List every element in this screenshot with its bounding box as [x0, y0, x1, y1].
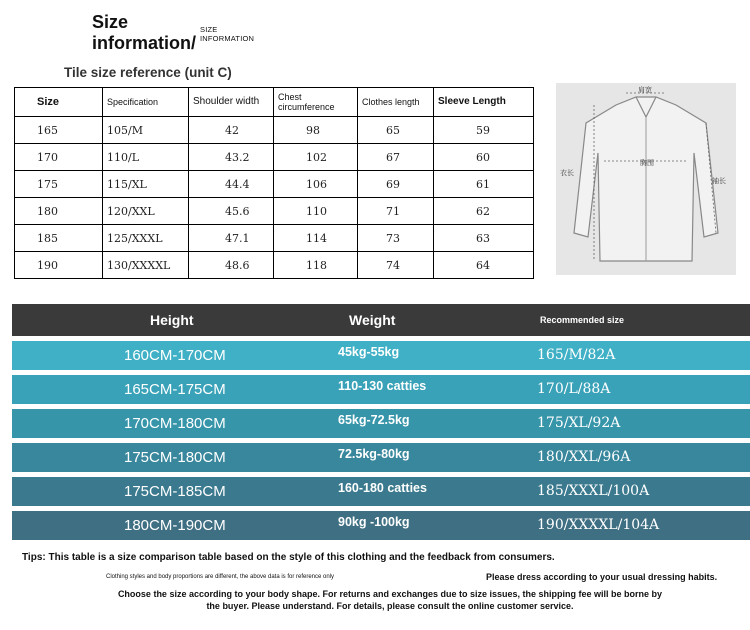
row-size: 165/M/82A	[537, 347, 616, 363]
row-height: 180CM-190CM	[124, 517, 226, 534]
table-row	[15, 117, 534, 144]
cell-sleeve: 63	[434, 225, 534, 252]
col-sleeve: Sleeve Length	[434, 88, 534, 117]
header-weight: Weight	[349, 312, 396, 328]
cell-chest: 106	[274, 171, 358, 198]
title-small-1: SIZE	[200, 25, 218, 34]
row-size: 180/XXL/96A	[537, 449, 631, 465]
table-subtitle: Tile size reference (unit C)	[64, 65, 232, 80]
cell-specification: 115/XL	[103, 171, 189, 198]
shirt-icon	[556, 83, 736, 275]
col-size: Size	[15, 88, 103, 117]
page-title	[92, 12, 255, 54]
diagram-label-chest: 胸围	[640, 159, 654, 167]
cell-shoulder: 42	[189, 117, 274, 144]
note-line-1: Choose the size according to your body shape. For returns and exchanges due to size issues, the shipping fee will be borne by	[117, 589, 663, 599]
cell-specification: 125/XXXL	[103, 225, 189, 252]
header-recommended-size: Recommended size	[540, 315, 625, 325]
row-weight: 72.5kg-80kg	[338, 447, 410, 461]
table-row	[15, 252, 534, 279]
cell-shoulder: 47.1	[189, 225, 274, 252]
cell-chest: 98	[274, 117, 358, 144]
cell-size: 190	[15, 252, 103, 279]
cell-shoulder: 45.6	[189, 198, 274, 225]
cell-size: 165	[15, 117, 103, 144]
recommendation-row	[12, 409, 750, 438]
diagram-label-shoulder: 肩宽	[638, 86, 652, 94]
cell-sleeve: 64	[434, 252, 534, 279]
cell-chest: 118	[274, 252, 358, 279]
row-weight: 160-180 catties	[338, 481, 427, 495]
col-shoulder: Shoulder width	[189, 88, 274, 117]
diagram-label-length: 衣长	[560, 169, 574, 177]
cell-sleeve: 61	[434, 171, 534, 198]
cell-shoulder: 48.6	[189, 252, 274, 279]
table-row	[15, 225, 534, 252]
header-height: Height	[150, 312, 194, 328]
title-small-2: INFORMATION	[200, 34, 255, 43]
cell-size: 175	[15, 171, 103, 198]
cell-length: 71	[358, 198, 434, 225]
cell-size: 180	[15, 198, 103, 225]
cell-sleeve: 60	[434, 144, 534, 171]
cell-sleeve: 62	[434, 198, 534, 225]
title-line-1: Size	[92, 12, 129, 32]
row-size: 185/XXXL/100A	[537, 483, 650, 499]
row-weight: 110-130 catties	[338, 379, 427, 393]
recommendation-row	[12, 375, 750, 404]
cell-length: 65	[358, 117, 434, 144]
recommendation-row	[12, 341, 750, 370]
size-table-header	[15, 88, 534, 117]
cell-sleeve: 59	[434, 117, 534, 144]
row-weight: 45kg-55kg	[338, 345, 400, 359]
cell-specification: 120/XXL	[103, 198, 189, 225]
cell-chest: 114	[274, 225, 358, 252]
cell-length: 73	[358, 225, 434, 252]
recommendation-row	[12, 477, 750, 506]
col-specification: Specification	[103, 88, 189, 117]
cell-length: 69	[358, 171, 434, 198]
row-height: 160CM-170CM	[124, 347, 226, 364]
cell-chest: 110	[274, 198, 358, 225]
row-size: 175/XL/92A	[537, 415, 621, 431]
note-small: Clothing styles and body proportions are different, the above data is for reference only	[106, 574, 335, 580]
recommendation-row	[12, 511, 750, 540]
cell-size: 185	[15, 225, 103, 252]
title-line-2: information/	[92, 33, 196, 53]
title-small	[200, 25, 254, 43]
shirt-diagram	[556, 83, 736, 275]
cell-size: 170	[15, 144, 103, 171]
row-weight: 65kg-72.5kg	[338, 413, 410, 427]
cell-shoulder: 43.2	[189, 144, 274, 171]
row-height: 170CM-180CM	[124, 415, 226, 432]
col-chest: Chest circumference	[274, 88, 358, 117]
row-height: 165CM-175CM	[124, 381, 226, 398]
cell-shoulder: 44.4	[189, 171, 274, 198]
recommendation-header	[12, 304, 750, 336]
table-row	[15, 198, 534, 225]
note-right: Please dress according to your usual dressing habits.	[486, 572, 718, 582]
cell-length: 67	[358, 144, 434, 171]
cell-length: 74	[358, 252, 434, 279]
diagram-label-sleeve: 袖长	[712, 177, 726, 185]
size-table	[14, 87, 534, 279]
row-height: 175CM-185CM	[124, 483, 226, 500]
row-size: 170/L/88A	[537, 381, 611, 397]
recommendation-table	[12, 304, 750, 540]
row-size: 190/XXXXL/104A	[537, 517, 660, 533]
table-row	[15, 171, 534, 198]
row-weight: 90kg -100kg	[338, 515, 410, 529]
recommendation-row	[12, 443, 750, 472]
tips-text: Tips: This table is a size comparison table based on the style of this clothing and the feedback from consumers.	[22, 552, 555, 563]
cell-specification: 130/XXXXL	[103, 252, 189, 279]
cell-chest: 102	[274, 144, 358, 171]
col-length: Clothes length	[358, 88, 434, 117]
note-line-2: the buyer. Please understand. For details, please consult the online customer service.	[206, 601, 574, 611]
row-height: 175CM-180CM	[124, 449, 226, 466]
note-block	[0, 588, 750, 612]
table-row	[15, 144, 534, 171]
cell-specification: 110/L	[103, 144, 189, 171]
cell-specification: 105/M	[103, 117, 189, 144]
